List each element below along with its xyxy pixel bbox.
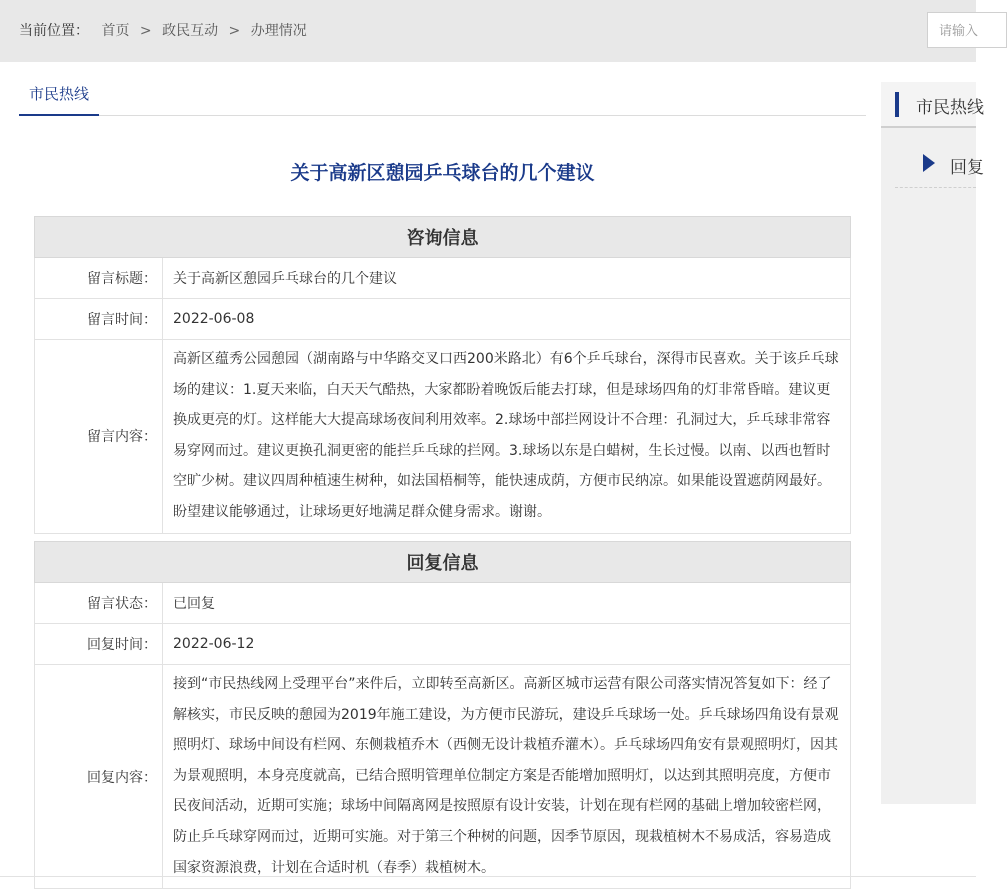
message-title-label: 留言标题：	[35, 258, 163, 299]
message-time-value: 2022-06-08	[163, 299, 851, 340]
reply-time-label: 回复时间：	[35, 624, 163, 665]
consult-info-heading: 咨询信息	[35, 217, 851, 258]
message-time-label: 留言时间：	[35, 299, 163, 340]
message-status-value: 已回复	[163, 583, 851, 624]
tab-citizen-hotline[interactable]: 市民热线	[19, 82, 99, 116]
reply-content-label: 回复内容：	[35, 665, 163, 889]
sidebar-heading	[881, 82, 984, 128]
main-content	[19, 62, 866, 876]
breadcrumb-separator: >	[228, 23, 241, 39]
message-status-label: 留言状态：	[35, 583, 163, 624]
reply-info-heading: 回复信息	[35, 542, 851, 583]
table-row	[35, 340, 851, 534]
sidebar-heading-label: 市民热线	[916, 98, 984, 118]
message-content-value: 高新区蕴秀公园憩园（湖南路与中华路交叉口西200米路北）有6个乒乓球台，深得市民喜欢。关于该乒乓球场的建议：1.夏天来临，白天天气酷热，大家都盼着晚饭后能去打球，但是球场四角的灯非常昏暗。建议更换成更亮的灯。这样能大大提高球场夜间利用效率。2.球场中部拦网设计不合理：孔洞过大，乒乓球非常容易穿网而过。建议更换孔洞更密的能拦乒乓球的拦网。3.球场以东是白蜡树，生长过慢。以南、以西也暂时空旷少树。建议四周种植速生树种，如法国梧桐等，能快速成荫，方便市民纳凉。如果能设置遮荫网最好。盼望建议能够通过，让球场更好地满足群众健身需求。谢谢。	[163, 340, 851, 534]
search-input[interactable]	[927, 12, 1007, 48]
message-content-label: 留言内容：	[35, 340, 163, 534]
triangle-right-icon	[923, 154, 935, 172]
reply-info-table	[34, 541, 851, 889]
sidebar-item-reply[interactable]	[895, 128, 984, 188]
breadcrumb	[19, 20, 307, 40]
heading-accent-bar	[895, 92, 899, 117]
breadcrumb-home-link[interactable]: 首页	[101, 23, 130, 39]
consult-info-table	[34, 216, 851, 534]
table-row	[35, 258, 851, 299]
table-row	[35, 583, 851, 624]
tab-bar	[19, 62, 866, 116]
breadcrumb-status-link[interactable]: 办理情况	[250, 23, 307, 39]
table-row	[35, 665, 851, 889]
breadcrumb-interaction-link[interactable]: 政民互动	[162, 23, 219, 39]
breadcrumb-separator: >	[139, 23, 152, 39]
table-row	[35, 624, 851, 665]
table-row	[35, 299, 851, 340]
reply-time-value: 2022-06-12	[163, 624, 851, 665]
top-bar	[0, 0, 976, 62]
right-sidebar	[881, 82, 984, 804]
divider	[0, 876, 976, 884]
page-title: 关于高新区憩园乒乓球台的几个建议	[290, 162, 595, 184]
sidebar-item-label: 回复	[950, 158, 984, 178]
message-title-value: 关于高新区憩园乒乓球台的几个建议	[163, 258, 851, 299]
reply-content-value: 接到“市民热线网上受理平台”来件后，立即转至高新区。高新区城市运营有限公司落实情况答复如下：经了解核实，市民反映的憩园为2019年施工建设，为方便市民游玩，建设乒乓球场一处。乒乓球场四角设有景观照明灯、球场中间设有栏网、东侧栽植乔木（西侧无设计栽植乔灌木）。乒乓球场四角安有景观照明灯，因其为景观照明，本身亮度就高，已结合照明管理单位制定方案是否能增加照明灯，以达到其照明亮度，方便市民夜间活动，近期可实施；球场中间隔离网是按照原有设计安装，计划在现有栏网的基础上增加较密栏网，防止乒乓球穿网而过，近期可实施。对于第三个种树的问题，因季节原因，现栽植树木不易成活，容易造成国家资源浪费，计划在合适时机（春季）栽植树木。	[163, 665, 851, 889]
breadcrumb-prefix: 当前位置：	[19, 23, 89, 39]
